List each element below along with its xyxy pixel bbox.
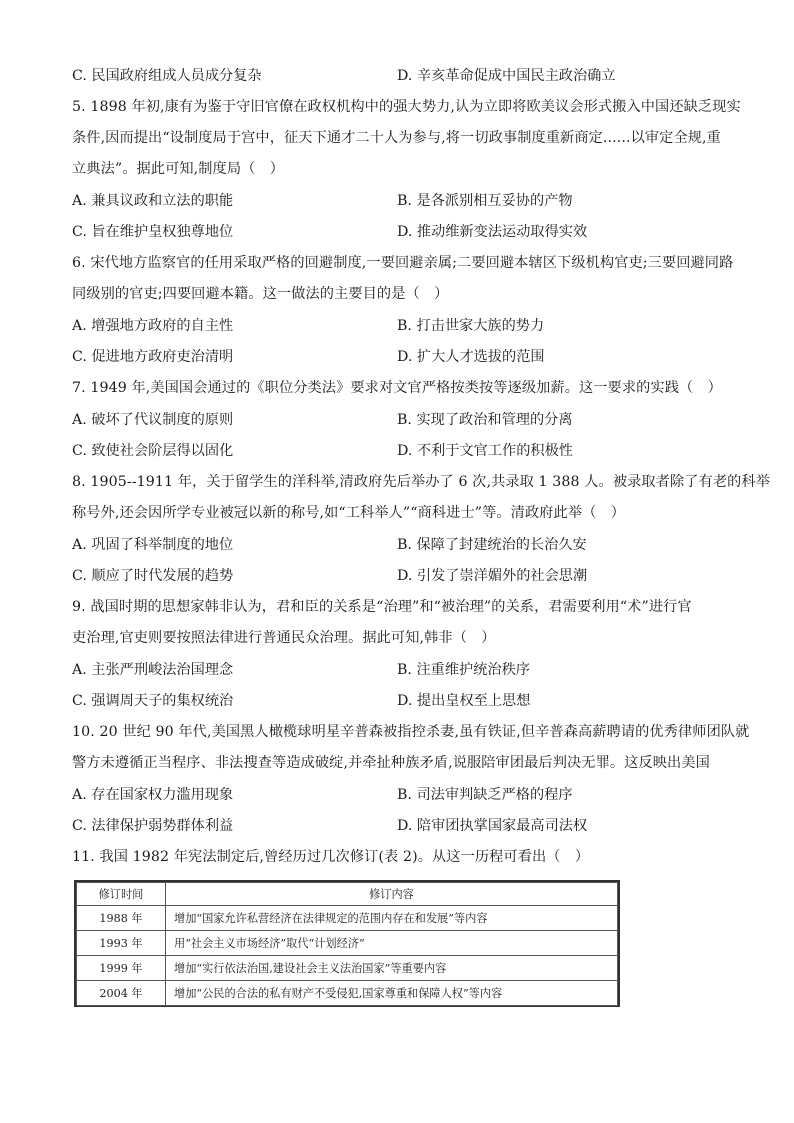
table-header-year: 修订时间 [77,883,166,906]
q6-stem-line-2: 同级别的官吏;四要回避本籍。这一做法的主要目的是（ ） [72,286,449,302]
table-row [77,931,618,956]
q10-option-d: D. 陪审团执掌国家最高司法权 [397,818,588,834]
q10-option-b: B. 司法审判缺乏严格的程序 [397,787,573,803]
q10-option-a: A. 存在国家权力滥用现象 [72,787,234,803]
q10-stem-line-1: 10. 20 世纪 90 年代,美国黑人橄榄球明星辛普森被指控杀妻,虽有铁证,但辛普森高薪聘请的优秀律师团队就 [72,724,750,740]
q4-option-c: C. 民国政府组成人员成分复杂 [72,68,262,84]
q5-option-d: D. 推动维新变法运动取得实效 [397,224,588,240]
revision-table-grid [76,882,618,1006]
q5-stem-line-1: 5. 1898 年初,康有为鉴于守旧官僚在政权机构中的强大势力,认为立即将欧美议会形式搬入中国还缺乏现实 [72,99,741,115]
table-cell-content: 增加“实行依法治国,建设社会主义法治国家”等重要内容 [166,956,618,981]
q9-option-d: D. 提出皇权至上思想 [397,693,531,709]
q8-stem-line-1: 8. 1905--1911 年，关于留学生的洋科举,清政府先后举办了 6 次,共录取 1 388 人。被录取者除了有老的科举 [72,474,771,490]
q7-option-b: B. 实现了政治和管理的分离 [397,412,573,428]
table-cell-content: 用“社会主义市场经济”取代“计划经济” [166,931,618,956]
q7-option-c: C. 致使社会阶层得以固化 [72,443,234,459]
table-cell-year: 1988 年 [77,906,166,931]
q8-option-b: B. 保障了封建统治的长治久安 [397,537,587,553]
q9-option-c: C. 强调周天子的集权统治 [72,693,234,709]
table-row [77,906,618,931]
q7-option-a: A. 破坏了代议制度的原则 [72,412,234,428]
q5-option-a: A. 兼具议政和立法的职能 [72,193,234,209]
q7-stem-line-1: 7. 1949 年,美国国会通过的《职位分类法》要求对文官严格按类按等逐级加薪。这一要求的实践（ ） [72,380,722,396]
q10-stem-line-2: 警方未遵循正当程序、非法搜查等造成破绽,并牵扯种族矛盾,说服陪审团最后判决无罪。这反映出美国 [72,755,710,771]
q9-stem-line-2: 吏治理,官吏则要按照法律进行普通民众治理。据此可知,韩非（ ） [72,630,496,646]
q8-option-d: D. 引发了崇洋媚外的社会思潮 [397,568,588,584]
table-header-content: 修订内容 [166,883,618,906]
table-header-row [77,883,618,906]
table-cell-content: 增加“国家允许私营经济在法律规定的范围内存在和发展”等内容 [166,906,618,931]
q5-stem-line-3: 立典法”。据此可知,制度局（ ） [72,161,284,177]
q6-option-c: C. 促进地方政府吏治清明 [72,349,234,365]
table-cell-content: 增加“公民的合法的私有财产不受侵犯,国家尊重和保障人权”等内容 [166,981,618,1006]
q8-stem-line-2: 称号外,还会因所学专业被冠以新的称号,如“工科举人”“商科进士”等。清政府此举（ ） [72,505,625,521]
q6-option-b: B. 打击世家大族的势力 [397,318,545,334]
q10-option-c: C. 法律保护弱势群体利益 [72,818,234,834]
q5-stem-line-2: 条件,因而提出“设制度局于宫中，征天下通才二十人为参与,将一切政事制度重新商定......以审定全规,重 [72,130,721,146]
q4-option-d: D. 辛亥革命促成中国民主政治确立 [397,68,616,84]
q7-option-d: D. 不利于文官工作的积极性 [397,443,573,459]
revision-table [74,880,620,1007]
q5-option-c: C. 旨在维护皇权独尊地位 [72,224,234,240]
q11-stem: 11. 我国 1982 年宪法制定后,曾经历过几次修订(表 2)。从这一历程可看出（ ） [72,849,590,865]
q9-option-b: B. 注重维护统治秩序 [397,662,530,678]
table-cell-year: 1999 年 [77,956,166,981]
q8-option-a: A. 巩固了科举制度的地位 [72,537,234,553]
table-cell-year: 1993 年 [77,931,166,956]
q8-option-c: C. 顺应了时代发展的趋势 [72,568,234,584]
q9-option-a: A. 主张严刑峻法治国理念 [72,662,234,678]
table-cell-year: 2004 年 [77,981,166,1006]
q5-option-b: B. 是各派别相互妥协的产物 [397,193,573,209]
q6-option-d: D. 扩大人才选拔的范围 [397,349,545,365]
table-row [77,981,618,1006]
q9-stem-line-1: 9. 战国时期的思想家韩非认为，君和臣的关系是“治理”和“被治理”的关系，君需要利用“术”进行官 [72,599,692,615]
q6-stem-line-1: 6. 宋代地方监察官的任用采取严格的回避制度,一要回避亲属;二要回避本辖区下级机构官吏;三要回避同路 [72,255,734,271]
table-row [77,956,618,981]
q6-option-a: A. 增强地方政府的自主性 [72,318,234,334]
